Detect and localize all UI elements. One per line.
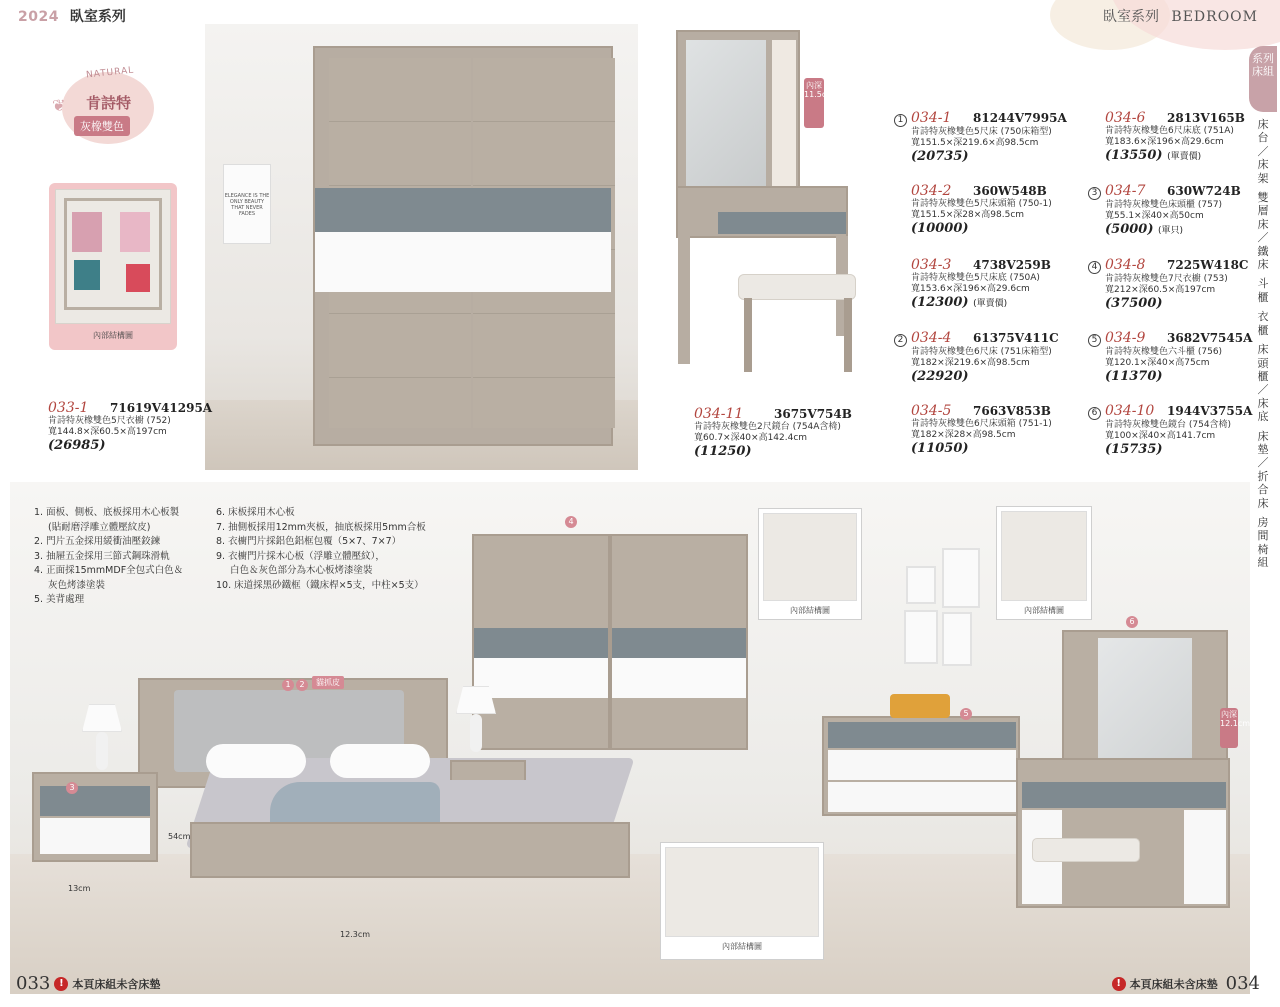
pillow	[206, 744, 306, 778]
warning-icon: !	[54, 977, 68, 991]
product-description: 肯詩特灰橡雙色六斗櫃 (756)	[1105, 347, 1223, 357]
door-split	[608, 536, 612, 748]
product-number: 034-7	[1105, 183, 1146, 199]
dimension-label: 12.3cm	[340, 930, 371, 939]
side-index-item: 床台／床架	[1257, 118, 1269, 185]
product-price	[1088, 222, 1280, 237]
feature-note: 白色＆灰色部分為木心板烤漆塗裝	[230, 565, 373, 576]
product-description: 肯詩特灰橡雙色6尺床 (751床箱型)	[911, 347, 1052, 357]
feature-note: 2. 門片五金採用緩衝油壓鉸鍊	[34, 536, 161, 547]
product-number: 034-10	[1105, 403, 1155, 419]
vanity-mirror-cabinet	[676, 30, 800, 190]
product-dimensions: 寬55.1×深40×高50cm	[1105, 211, 1204, 221]
warning-icon: !	[1112, 977, 1126, 991]
product-description: 肯詩特灰橡雙色鏡台 (754含椅)	[1105, 420, 1232, 430]
product-description: 肯詩特灰橡雙色5尺衣櫥 (752)	[48, 416, 171, 426]
product-number: 034-6	[1105, 110, 1146, 126]
side-index-item: 房間椅組	[1257, 515, 1269, 570]
page-number-left: 033	[16, 973, 51, 994]
price-value: (5000)	[1105, 222, 1154, 237]
vanity-shelf	[772, 40, 796, 188]
product-entry	[894, 330, 1094, 384]
feature-note: 6. 床板採用木心板	[216, 507, 295, 518]
product-code: 360W548B	[973, 184, 1047, 198]
item-number-tag: 6	[1126, 616, 1138, 628]
white-band	[315, 232, 611, 292]
product-dimensions: 寬151.5×深28×高98.5cm	[911, 210, 1025, 220]
wall-poster: ELEGANCE IS THE ONLY BEAUTY THAT NEVER FADES	[223, 164, 271, 244]
white-drawer-row	[828, 750, 1016, 780]
product-description: 肯詩特灰橡雙色6尺床頭箱 (751-1)	[911, 419, 1052, 429]
gray-drawer-row	[1022, 782, 1226, 808]
product-number: 034-8	[1105, 257, 1146, 273]
table-lamp	[456, 686, 496, 752]
product-entry	[48, 400, 248, 453]
feature-note: 5. 美背處理	[34, 594, 85, 605]
badge-collection-name: 肯詩特	[86, 94, 132, 112]
footer-note-right: 本頁床組未含床墊	[1129, 977, 1218, 991]
inset-photo	[763, 513, 857, 601]
badge-color-tag: 灰橡雙色	[74, 116, 130, 136]
product-entry	[894, 110, 1094, 164]
product-price	[911, 295, 1111, 310]
inset-caption: 內部結構圖	[1024, 606, 1064, 615]
product-price	[911, 221, 1111, 236]
wall-art-frame	[942, 548, 980, 608]
side-index-item: 床頭櫃／床底	[1257, 343, 1269, 424]
catalog-year: 2024	[18, 9, 59, 25]
product-dimensions: 寬212×深60.5×高197cm	[1105, 285, 1216, 295]
product-dimensions: 寬153.6×深196×高29.6cm	[911, 284, 1030, 294]
price-value: (26985)	[48, 438, 106, 453]
product-entry	[1105, 110, 1280, 163]
product-code: 7225W418C	[1167, 258, 1249, 272]
price-unit: (單賣價)	[973, 299, 1008, 309]
product-number: 034-5	[911, 403, 952, 419]
product-code: 1944V3755A	[1167, 404, 1253, 418]
product-dimensions: 寬100×深40×高141.7cm	[1105, 431, 1216, 441]
product-price	[894, 149, 1094, 164]
product-entry	[911, 183, 1111, 236]
product-dimensions: 寬120.1×深40×高75cm	[1105, 358, 1210, 368]
header-right	[1103, 6, 1258, 26]
product-dimensions: 寬182×深219.6×高98.5cm	[911, 358, 1030, 368]
dimension-label: 54cm	[168, 832, 191, 841]
stool-leg	[844, 298, 852, 372]
feature-note: 4. 正面採15mmMDF全包式白色＆	[34, 565, 184, 576]
product-entry	[1088, 403, 1280, 457]
vanity-leg	[678, 236, 690, 364]
side-index-item: 斗櫃	[1257, 277, 1269, 304]
footer-left	[16, 973, 160, 994]
product-code: 3675V754B	[774, 407, 852, 421]
item-number-tag: 2	[296, 679, 308, 691]
nightstand	[450, 760, 526, 780]
product-circle-number: 2	[894, 334, 907, 347]
product-number: 034-3	[911, 257, 952, 273]
product-number: 034-4	[911, 330, 952, 346]
item-number-tag: 1	[282, 679, 294, 691]
price-value: (20735)	[911, 149, 969, 164]
vanity-mirror	[686, 40, 766, 188]
product-number: 034-2	[911, 183, 952, 199]
vanity-desk	[676, 186, 848, 238]
nightstand	[32, 772, 158, 862]
product-number: 034-11	[694, 406, 744, 422]
series-title-english: BEDROOM	[1171, 9, 1258, 25]
price-value: (13550)	[1105, 148, 1163, 163]
series-title-right: 臥室系列	[1102, 9, 1159, 25]
item-number-tag: 5	[960, 708, 972, 720]
product-dimensions: 寬151.5×深219.6×高98.5cm	[911, 138, 1039, 148]
product-price	[1105, 148, 1280, 163]
collection-badge	[52, 66, 166, 152]
vanity-drawer	[718, 212, 846, 234]
vanity-mirror	[1098, 638, 1192, 766]
product-description: 肯詩特灰橡雙色5尺床 (750床箱型)	[911, 127, 1052, 137]
product-circle-number: 4	[1088, 261, 1101, 274]
feature-note: (貼耐磨浮雕立體壓紋皮)	[48, 521, 151, 533]
side-index-item: 衣櫃	[1257, 310, 1269, 337]
price-value: (22920)	[911, 369, 969, 384]
product-code: 81244V7995A	[973, 111, 1067, 125]
product-entry	[1088, 330, 1280, 384]
inset-caption: 內部結構圖	[790, 606, 830, 615]
product-price	[911, 441, 1111, 456]
table-lamp	[82, 704, 122, 770]
product-circle-number: 5	[1088, 334, 1101, 347]
feature-note: 10. 床道採黑砂鐵框（鐵床桿×5支，中柱×5支）	[216, 579, 424, 591]
product-description: 肯詩特灰橡雙色5尺床底 (750A)	[911, 273, 1040, 283]
inset-photo	[1001, 511, 1087, 601]
wall-art-frame	[906, 566, 936, 604]
pillow	[330, 744, 430, 778]
feature-note: 9. 衣櫥門片採木心板（浮雕立體壓紋），	[216, 550, 385, 562]
price-unit: (單只)	[1158, 226, 1184, 236]
price-value: (11050)	[911, 441, 969, 456]
white-drawer-row	[828, 782, 1016, 812]
stool-leg	[744, 298, 752, 372]
item-number-tag: 3	[66, 782, 78, 794]
wardrobe-5ft	[313, 46, 613, 446]
product-entry	[1088, 257, 1280, 311]
bedroom-scene-photo	[10, 482, 1250, 994]
product-price	[48, 438, 248, 453]
product-description: 肯詩特灰橡雙色5尺床頭箱 (750-1)	[911, 199, 1052, 209]
product-number: 033-1	[48, 400, 89, 416]
product-dimensions: 寬182×深28×高98.5cm	[911, 430, 1016, 440]
wardrobe-inner-structure-inset	[758, 508, 862, 620]
price-unit: (單賣價)	[1167, 152, 1202, 162]
wardrobe-7ft	[472, 534, 748, 750]
product-price	[894, 369, 1094, 384]
page-number-right: 034	[1225, 973, 1260, 994]
price-value: (37500)	[1105, 296, 1163, 311]
product-description: 肯詩特灰橡雙色床頭櫃 (757)	[1105, 200, 1223, 210]
vanity-inner-depth-label: 內深12.1cm	[1220, 708, 1238, 748]
vanity-desk	[1016, 758, 1230, 908]
product-price	[694, 444, 894, 459]
product-description: 肯詩特灰橡雙色7尺衣櫥 (753)	[1105, 274, 1228, 284]
bed-inner-structure-inset	[660, 842, 824, 960]
product-code: 630W724B	[1167, 184, 1241, 198]
vanity-inner-depth-label: 內深11.5cm	[804, 78, 824, 128]
vanity-stool	[1032, 838, 1140, 862]
price-value: (12300)	[911, 295, 969, 310]
wall-art-frame	[904, 610, 938, 664]
bed-frame-footboard	[190, 822, 630, 878]
price-value: (11370)	[1105, 369, 1163, 384]
product-entry	[1088, 183, 1280, 237]
series-title-left: 臥室系列	[69, 9, 126, 25]
feature-note: 灰色烤漆塗裝	[48, 579, 106, 591]
decor-boxes	[890, 694, 950, 718]
product-entry	[694, 406, 894, 459]
feature-note: 8. 衣櫥門片採鋁色鋁框包覆（5×7、7×7）	[216, 536, 402, 547]
dimension-label: 13cm	[68, 884, 91, 893]
feature-note: 7. 抽側板採用12mm夾板，抽底板採用5mm合板	[216, 521, 426, 533]
leather-tag: 貓抓皮	[312, 676, 344, 689]
product-dimensions: 寬183.6×深196×高29.6cm	[1105, 137, 1224, 147]
wardrobe-photo	[205, 24, 638, 470]
inset-photo	[665, 847, 819, 937]
product-price	[1088, 442, 1280, 457]
inset-caption: 內部結構圖	[93, 331, 133, 340]
price-value: (10000)	[911, 221, 969, 236]
wall-art-frame	[942, 612, 972, 666]
product-code: 71619V41295A	[110, 401, 213, 415]
leaf-icon: ❦	[52, 96, 66, 115]
price-value: (15735)	[1105, 442, 1163, 457]
feature-notes-right	[216, 506, 426, 593]
wardrobe-inner-structure-inset	[49, 183, 177, 350]
product-circle-number: 6	[1088, 407, 1101, 420]
gray-drawer-row	[828, 722, 1016, 748]
vanity-stool	[738, 274, 856, 300]
product-number: 034-1	[911, 110, 952, 126]
feature-note: 3. 抽屜五金採用三節式鋼珠滑軌	[34, 550, 170, 562]
product-circle-number: 3	[1088, 187, 1101, 200]
product-number: 034-9	[1105, 330, 1146, 346]
footer-note-left: 本頁床組未含床墊	[72, 977, 161, 991]
product-price	[1088, 296, 1280, 311]
product-entry	[911, 257, 1111, 310]
product-dimensions: 寬60.7×深40×高142.4cm	[694, 433, 808, 443]
badge-natural: NATURAL	[85, 65, 135, 81]
product-code: 7663V853B	[973, 404, 1051, 418]
product-code: 61375V411C	[973, 331, 1059, 345]
product-description: 肯詩特灰橡雙色6尺床底 (751A)	[1105, 126, 1234, 136]
product-circle-number: 1	[894, 114, 907, 127]
vanity-inner-structure-inset	[996, 506, 1092, 620]
white-door	[1184, 810, 1226, 904]
product-code: 4738V259B	[973, 258, 1051, 272]
header-left	[18, 6, 126, 26]
product-price	[1088, 369, 1280, 384]
footer-right	[1108, 973, 1260, 994]
feature-note: 1. 面板、側板、底板採用木心板製	[34, 507, 180, 518]
side-index-item: 床墊／折合床	[1257, 429, 1269, 510]
vanity-mirror-cabinet	[1062, 630, 1228, 770]
six-drawer-chest	[822, 716, 1020, 816]
product-description: 肯詩特灰橡雙色2尺鏡台 (754A含椅)	[694, 422, 841, 432]
side-index-item: 雙層床／鐵床	[1257, 191, 1269, 272]
gray-band	[315, 188, 611, 232]
wardrobe-interior-photo	[55, 189, 171, 324]
feature-notes-left	[34, 506, 234, 608]
product-dimensions: 寬144.8×深60.5×高197cm	[48, 427, 167, 437]
vanity-photo	[672, 26, 864, 372]
product-code: 3682V7545A	[1167, 331, 1253, 345]
inset-caption: 內部結構圖	[722, 942, 762, 951]
item-number-tag: 4	[565, 516, 577, 528]
product-code: 2813V165B	[1167, 111, 1245, 125]
side-index-tab: 系列床組	[1249, 46, 1277, 112]
product-entry	[911, 403, 1111, 456]
price-value: (11250)	[694, 444, 752, 459]
